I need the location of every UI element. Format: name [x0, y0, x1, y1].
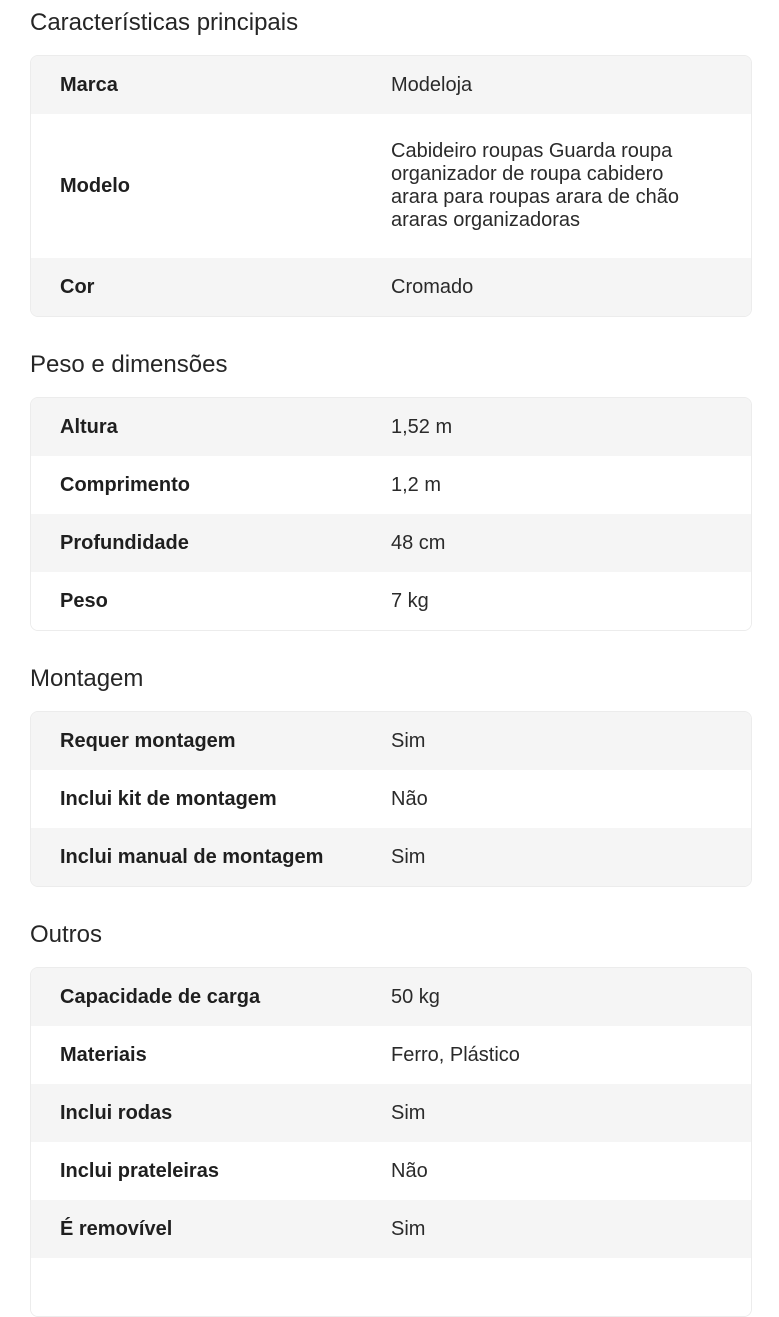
section-title-dimensions: Peso e dimensões [30, 351, 228, 378]
table-row [31, 1084, 751, 1142]
spec-value: 1,2 m [391, 473, 442, 496]
table-row [31, 828, 751, 886]
spec-label: É removível [60, 1217, 173, 1240]
table-row [31, 514, 751, 572]
spec-label: Materiais [60, 1043, 147, 1066]
spec-value: 7 kg [391, 589, 429, 612]
spec-label: Inclui manual de montagem [60, 845, 324, 868]
table-row [31, 398, 751, 456]
table-row [31, 572, 751, 630]
table-row [31, 1142, 751, 1200]
spec-label: Comprimento [60, 473, 190, 496]
table-row [31, 1200, 751, 1258]
spec-value: Sim [391, 729, 426, 752]
spec-value: Cromado [391, 275, 474, 298]
spec-label: Inclui prateleiras [60, 1159, 219, 1182]
spec-value: Sim [391, 1101, 426, 1124]
spec-value: Sim [391, 1217, 426, 1240]
table-row [31, 712, 751, 770]
section-title-others: Outros [30, 921, 103, 948]
section-title-main: Características principais [30, 9, 299, 36]
spec-value: 48 cm [391, 531, 446, 554]
spec-label: Marca [60, 73, 118, 96]
table-row [31, 56, 751, 114]
spec-value: Cabideiro roupas Guarda roupa organizador de roupa cabidero arara para roupas arara de chão araras organizadoras [391, 140, 679, 231]
spec-label: Requer montagem [60, 729, 236, 752]
table-row [31, 770, 751, 828]
table-row [31, 456, 751, 514]
section-title-assembly: Montagem [30, 665, 144, 692]
spec-label: Altura [60, 415, 118, 438]
table-row [31, 258, 751, 316]
spec-value: 1,52 m [391, 415, 453, 438]
spec-label: Inclui kit de montagem [60, 787, 277, 810]
table-row-partial [31, 1258, 751, 1316]
spec-label: Modelo [60, 174, 130, 197]
table-row [31, 968, 751, 1026]
spec-label: Inclui rodas [60, 1101, 173, 1124]
specs-table-dimensions [30, 397, 752, 631]
spec-label: Cor [60, 275, 95, 298]
spec-value: Modeloja [391, 73, 473, 96]
spec-label: Peso [60, 589, 108, 612]
specs-table-others [30, 967, 752, 1317]
spec-value: Ferro, Plástico [391, 1043, 520, 1066]
table-row [31, 1026, 751, 1084]
spec-value: Não [391, 787, 428, 810]
spec-value: 50 kg [391, 985, 440, 1008]
spec-value: Não [391, 1159, 428, 1182]
table-row [31, 114, 751, 258]
spec-label: Profundidade [60, 531, 189, 554]
spec-value: Sim [391, 845, 426, 868]
specs-table-main [30, 55, 752, 317]
spec-label: Capacidade de carga [60, 985, 261, 1008]
specs-table-assembly [30, 711, 752, 887]
